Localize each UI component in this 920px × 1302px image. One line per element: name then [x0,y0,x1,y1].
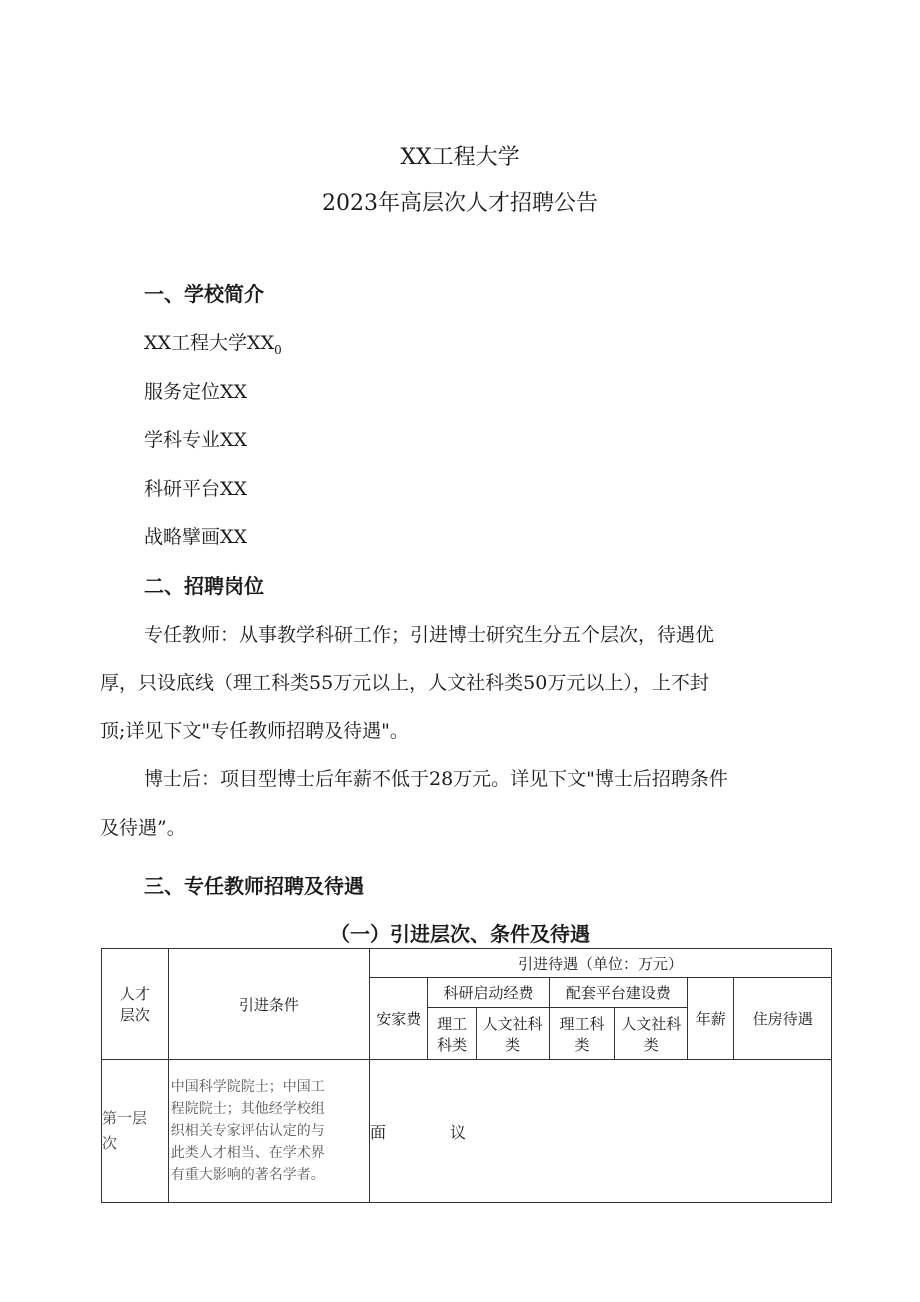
header-housing: 住房待遇 [734,978,832,1060]
header-level: 人才 层次 [102,949,169,1060]
table-row [102,1060,832,1203]
para1-line1: 专任教师：从事教学科研工作；引进博士研究生分五个层次，待遇优 [144,624,715,646]
header-benefits: 引进待遇（单位：万元） [369,949,831,978]
header-condition: 引进条件 [168,949,369,1060]
row1-level: 第一层 次 [102,1060,169,1203]
doc-title-line1: XX工程大学 [400,145,520,170]
intro-line-2: 服务定位XX [144,381,248,403]
row1-condition: 中国科学院院士；中国工 程院院士；其他经学校组 织相关专家评估认定的与 此类人才相当、在学术界 有重大影响的著名学者。 [168,1060,369,1203]
header-salary: 年薪 [688,978,734,1060]
para2-line1: 博士后：项目型博士后年薪不低于28万元。详见下文"博士后招聘条件 [144,768,728,790]
section3-heading: 三、专任教师招聘及待遇 [144,874,364,898]
header-research-hum: 人文社科 类 [476,1008,549,1060]
header-research-sci: 理工 科类 [428,1008,476,1060]
header-platform-sci: 理工科 类 [549,1008,615,1060]
section2-heading: 二、招聘岗位 [144,574,264,598]
section1-heading: 一、学校简介 [144,282,264,306]
doc-title-line2: 2023年高层次人才招聘公告 [322,191,598,216]
intro-line-5: 战略擘画XX [144,526,248,548]
header-platform-hum: 人文社科 类 [615,1008,688,1060]
row1-benefits: 面 议 [369,1060,831,1203]
recruitment-table [101,948,832,1203]
header-settle: 安家费 [369,978,428,1060]
header-research: 科研启动经费 [428,978,549,1008]
header-platform: 配套平台建设费 [549,978,688,1008]
para1-line2: 厚，只设底线（理工科类55万元以上，人文社科类50万元以上），上不封 [100,672,709,694]
intro-line-1: XX工程大学$XX_0$ [144,332,282,357]
intro-line-3: 学科专业XX [144,429,248,451]
table-title: （一）引进层次、条件及待遇 [330,922,590,946]
para2-line2: 及待遇”。 [100,817,186,839]
intro-line-4: 科研平台XX [144,478,248,500]
para1-line3: 顶;详见下文"专任教师招聘及待遇"。 [100,720,409,742]
